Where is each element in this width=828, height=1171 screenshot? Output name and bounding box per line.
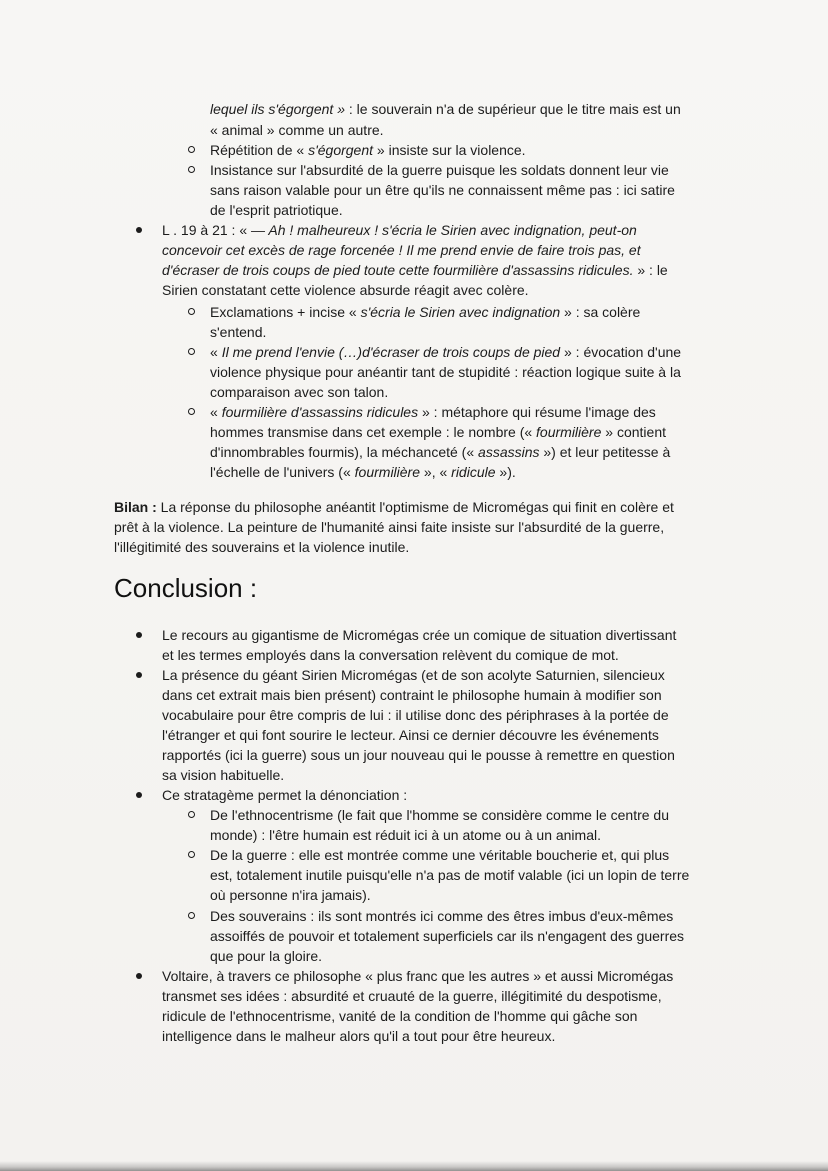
sub-bullet-icon (188, 408, 195, 415)
text-line: lequel ils s'égorgent » : le souverain n'a de supérieur que le titre mais est un (210, 101, 681, 117)
bullet-icon (136, 973, 142, 979)
text-line: sa vision habituelle. (162, 767, 285, 783)
text-line: Voltaire, à travers ce philosophe « plus franc que les autres » et aussi Micromégas (162, 968, 674, 984)
text-line: dans cet extrait mais bien présent) contraint le philosophe humain à modifier son (162, 687, 662, 703)
text-line: vocabulaire pour être compris de lui : il utilise donc des périphrases à la portée de (162, 707, 669, 723)
sub-bullet-icon (188, 348, 195, 355)
text-line: où personne n'ira jamais). (210, 887, 371, 903)
text-line: intelligence dans le malheur alors qu'il a tout pour être heureux. (162, 1028, 556, 1044)
text-line: Insistance sur l'absurdité de la guerre puisque les soldats donnent leur vie (210, 162, 669, 178)
text-line: hommes transmise dans cet exemple : le nombre (« fourmilière » contient (210, 424, 666, 440)
sub-bullet-icon (188, 166, 195, 173)
text-line: prêt à la violence. La peinture de l'humanité ainsi faite insiste sur l'absurdité de la guerre, (114, 519, 665, 535)
sub-bullet-icon (188, 851, 195, 858)
text-line: Ce stratagème permet la dénonciation : (162, 787, 408, 803)
text-line: et les termes employés dans la conversation relèvent du comique de mot. (162, 647, 619, 663)
text-line: La présence du géant Sirien Micromégas (et de son acolyte Saturnien, silencieux (162, 667, 665, 683)
text-line: l'échelle de l'univers (« fourmilière », « ridicule »). (210, 464, 516, 480)
text-line: « fourmilière d'assassins ridicules » : métaphore qui résume l'image des (210, 404, 656, 420)
text-line: transmet ses idées : absurdité et cruauté de la guerre, illégitimité du despotisme, (162, 988, 662, 1004)
text-line: d'écraser de trois coups de pied toute cette fourmilière d'assassins ridicules. » : le (162, 262, 668, 278)
bullet-icon (136, 672, 142, 678)
bilan-paragraph: Bilan : La réponse du philosophe anéantit l'optimisme de Micromégas qui finit en colère et (114, 499, 674, 515)
text-line: l'illégitimité des souverains et la violence inutile. (114, 539, 410, 555)
bullet-icon (136, 792, 142, 798)
text-line: « Il me prend l'envie (…)d'écraser de trois coups de pied » : évocation d'une (210, 344, 682, 360)
text-line: Sirien constatant cette violence absurde réagit avec colère. (162, 282, 529, 298)
sub-bullet-icon (188, 811, 195, 818)
text-line: sans raison valable pour un être qu'ils ne connaissent même pas : ici satire (210, 182, 675, 198)
text-line: l'étranger et qui font sourire le lecteur. Ainsi ce dernier découvre les événements (162, 727, 659, 743)
text-line: rapportés (ici la guerre) sous un jour nouveau qui le pousse à remettre en question (162, 747, 675, 763)
text-line: de l'esprit patriotique. (210, 202, 343, 218)
text-line: Le recours au gigantisme de Micromégas crée un comique de situation divertissant (162, 627, 677, 643)
text-line: concevoir cet excès de rage forcenée ! Il me prend envie de faire trois pas, et (162, 242, 641, 258)
bullet-icon (136, 227, 142, 233)
scan-edge (0, 1161, 828, 1171)
text-line: d'innombrables fourmis), la méchanceté (« assassins ») et leur petitesse à (210, 444, 671, 460)
sub-bullet-icon (188, 912, 195, 919)
text-line: Répétition de « s'égorgent » insiste sur la violence. (210, 142, 526, 158)
text-line: Exclamations + incise « s'écria le Sirien avec indignation » : sa colère (210, 304, 641, 320)
conclusion-heading: Conclusion : (114, 573, 258, 603)
text-line: De la guerre : elle est montrée comme une véritable boucherie et, qui plus (210, 847, 670, 863)
text-line: L . 19 à 21 : « — Ah ! malheureux ! s'écria le Sirien avec indignation, peut-on (162, 222, 637, 238)
text-line: Des souverains : ils sont montrés ici comme des êtres imbus d'eux-mêmes (210, 908, 674, 924)
bullet-icon (136, 632, 142, 638)
sub-bullet-icon (188, 146, 195, 153)
text-line: assoiffés de pouvoir et totalement superficiels car ils n'engagent des guerres (210, 928, 685, 944)
text-line: « animal » comme un autre. (210, 122, 384, 138)
text-line: violence physique pour anéantir tant de stupidité : réaction logique suite à la (210, 364, 681, 380)
text-line: comparaison avec son talon. (210, 384, 389, 400)
text-line: monde) : l'être humain est réduit ici à un atome ou à un animal. (210, 827, 601, 843)
text-line: que pour la gloire. (210, 948, 323, 964)
sub-bullet-icon (188, 308, 195, 315)
text-line: est, totalement inutile puisqu'elle n'a pas de motif valable (ici un lopin de terre (210, 867, 690, 883)
text-line: De l'ethnocentrisme (le fait que l'homme se considère comme le centre du (210, 807, 670, 823)
text-line: s'entend. (210, 324, 267, 340)
text-line: ridicule de l'ethnocentrisme, vanité de la condition de l'homme qui gâche son (162, 1008, 638, 1024)
